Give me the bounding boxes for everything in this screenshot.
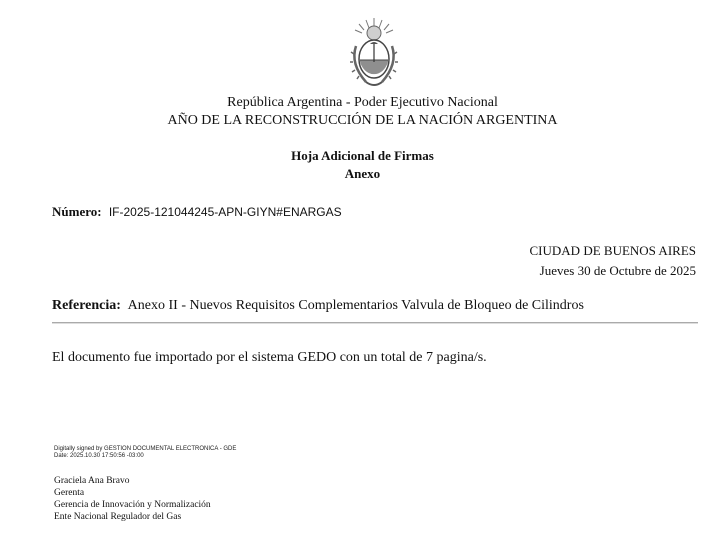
digital-signature-stamp bbox=[54, 446, 236, 459]
document-number bbox=[52, 204, 342, 220]
signer-role: Gerenta bbox=[54, 488, 85, 498]
document-title: Hoja Adicional de Firmas bbox=[291, 148, 434, 163]
signer-name: Graciela Ana Bravo bbox=[54, 476, 130, 486]
document-number-value: IF-2025-121044245-APN-GIYN#ENARGAS bbox=[108, 205, 342, 219]
signed-by-line: Digitally signed by GESTION DOCUMENTAL ELECTRONICA - GDE bbox=[54, 446, 237, 452]
document-city: CIUDAD DE BUENOS AIRES bbox=[529, 243, 696, 258]
signer-organization: Ente Nacional Regulador del Gas bbox=[54, 512, 182, 522]
header-government-line: República Argentina - Poder Ejecutivo Nacional bbox=[227, 95, 498, 110]
header-year-motto: AÑO DE LA RECONSTRUCCIÓN DE LA NACIÓN ARGENTINA bbox=[167, 113, 558, 128]
signer-block bbox=[54, 475, 211, 523]
document-body: El documento fue importado por el sistema GEDO con un total de 7 pagina/s. bbox=[52, 350, 487, 365]
reference-label: Referencia: bbox=[52, 298, 121, 313]
divider bbox=[52, 322, 698, 324]
coat-of-arms-icon bbox=[346, 16, 402, 94]
signature-date-line: Date: 2025.10.30 17:50:56 -03:00 bbox=[54, 452, 144, 459]
document-subtitle: Anexo bbox=[344, 166, 381, 181]
reference-value: Anexo II - Nuevos Requisitos Complementarios Valvula de Bloqueo de Cilindros bbox=[127, 298, 584, 313]
document-reference bbox=[52, 298, 584, 314]
document-date: Jueves 30 de Octubre de 2025 bbox=[539, 263, 696, 278]
signer-department: Gerencia de Innovación y Normalización bbox=[54, 500, 211, 510]
document-number-label: Número: bbox=[52, 204, 102, 219]
